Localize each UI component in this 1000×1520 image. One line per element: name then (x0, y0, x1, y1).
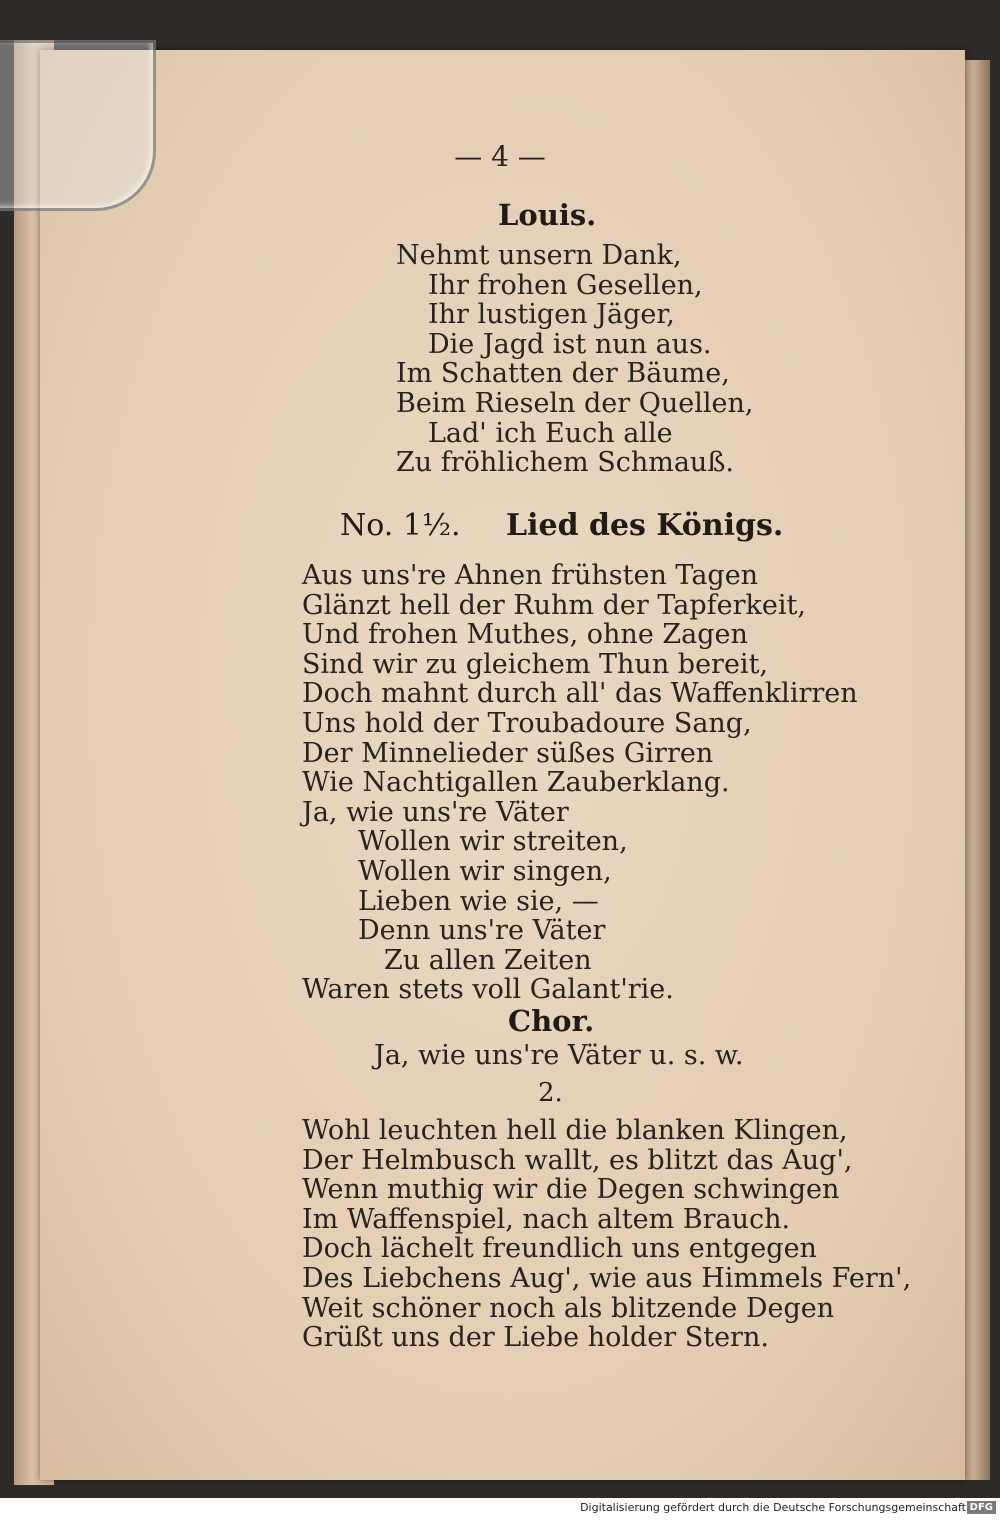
magnifier-clip (0, 40, 156, 211)
song-number: No. 1½. (340, 508, 461, 543)
chorus-line: Ja, wie uns're Väter u. s. w. (374, 1040, 744, 1071)
verse-line: Aus uns're Ahnen frühsten Tagen (302, 560, 759, 591)
verse-line: Doch lächelt freundlich uns entgegen (302, 1233, 817, 1265)
verse-line: Die Jagd ist nun aus. (428, 328, 712, 360)
song-verse-1 (302, 560, 858, 1004)
verse-line: Nehmt unsern Dank, (396, 240, 682, 271)
louis-verse (396, 240, 754, 477)
verse-line: Im Waffenspiel, nach altem Brauch. (302, 1203, 791, 1235)
verse-line: Weit schöner noch als blitzende Degen (302, 1292, 835, 1324)
verse-2-number: 2. (538, 1078, 563, 1108)
page-number: — 4 — (454, 140, 546, 173)
verse-line: Des Liebchens Aug', wie aus Himmels Fern', (302, 1262, 912, 1294)
verse-line: Grüßt uns der Liebe holder Stern. (302, 1322, 769, 1354)
verse-line: Und frohen Muthes, ohne Zagen (302, 619, 748, 651)
verse-line: Im Schatten der Bäume, (396, 358, 730, 390)
verse-line: Zu fröhlichem Schmauß. (396, 447, 734, 479)
verse-line: Beim Rieseln der Quellen, (396, 387, 754, 419)
verse-line: Der Helmbusch wallt, es blitzt das Aug', (302, 1144, 853, 1176)
verse-line: Ihr frohen Gesellen, (428, 269, 703, 301)
verse-line: Lieben wie sie, — (358, 885, 599, 917)
verse-line: Doch mahnt durch all' das Waffenklirren (302, 678, 858, 710)
verse-line: Ja, wie uns're Väter (302, 796, 569, 828)
chorus-heading: Chor. (508, 1004, 595, 1038)
verse-line: Wohl leuchten hell die blanken Klingen, (302, 1115, 848, 1146)
louis-heading: Louis. (498, 198, 597, 232)
verse-line: Zu allen Zeiten (384, 944, 592, 976)
footer-credit: Digitalisierung gefördert durch die Deutsche Forschungsgemeinschaft (580, 1501, 966, 1514)
verse-line: Der Minnelieder süßes Girren (302, 737, 714, 769)
verse-line: Wie Nachtigallen Zauberklang. (302, 767, 730, 799)
song-verse-2 (302, 1115, 911, 1352)
verse-line: Wollen wir singen, (358, 855, 612, 887)
verse-line: Glänzt hell der Ruhm der Tapferkeit, (302, 589, 806, 621)
dfg-logo: DFG (967, 1501, 996, 1514)
verse-line: Wenn muthig wir die Degen schwingen (302, 1174, 840, 1206)
footer-bar (0, 1498, 1000, 1520)
verse-line: Ihr lustigen Jäger, (428, 299, 675, 331)
verse-line: Uns hold der Troubadoure Sang, (302, 707, 752, 739)
verse-line: Waren stets voll Galant'rie. (302, 974, 674, 1006)
song-title: Lied des Königs. (506, 508, 784, 543)
verse-line: Sind wir zu gleichem Thun bereit, (302, 648, 769, 680)
verse-line: Lad' ich Euch alle (428, 417, 673, 449)
verse-line: Wollen wir streiten, (358, 826, 628, 858)
verse-line: Denn uns're Väter (358, 915, 606, 947)
